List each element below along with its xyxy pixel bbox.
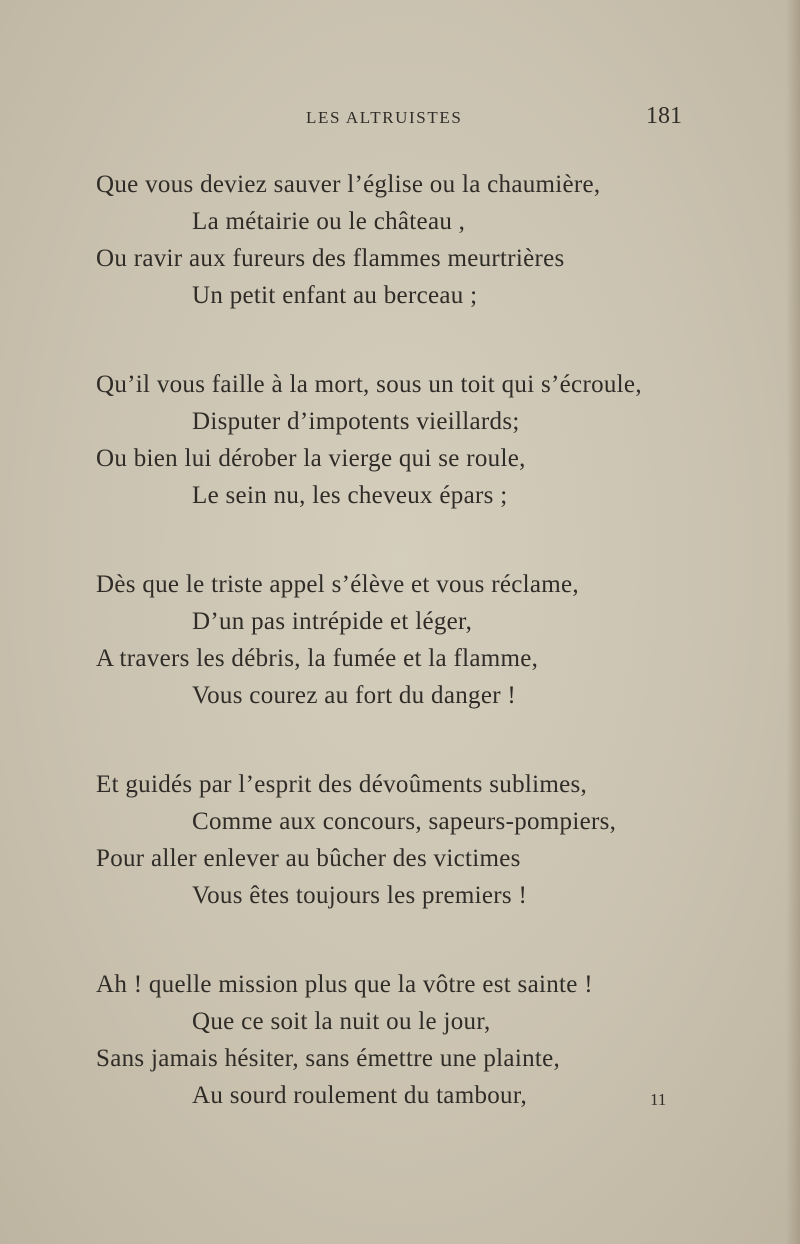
verse-line: Et guidés par l’esprit des dévoûments sublimes, — [96, 771, 588, 798]
page-edge-shadow — [786, 0, 800, 1244]
verse-line: Vous êtes toujours les premiers ! — [192, 882, 528, 909]
stanza — [96, 366, 736, 514]
verse-line: D’un pas intrépide et léger, — [192, 608, 473, 635]
verse-line: Disputer d’impotents vieillards; — [192, 408, 520, 435]
verse-line: Qu’il vous faille à la mort, sous un toit qui s’écroule, — [96, 371, 642, 398]
stanza — [96, 966, 736, 1114]
verse-line: Un petit enfant au berceau ; — [192, 282, 478, 309]
verse-line: Pour aller enlever au bûcher des victimes — [96, 845, 521, 872]
verse-line: A travers les débris, la fumée et la flamme, — [96, 645, 539, 672]
stanza — [96, 766, 736, 914]
stanza — [96, 166, 736, 314]
running-title: LES ALTRUISTES — [306, 108, 463, 127]
poem — [96, 166, 736, 1114]
verse-line: Que ce soit la nuit ou le jour, — [192, 1008, 491, 1035]
verse-line: Comme aux concours, sapeurs-pompiers, — [192, 808, 617, 835]
verse-line: Que vous deviez sauver l’église ou la chaumière, — [96, 171, 601, 198]
verse-line: Le sein nu, les cheveux épars ; — [192, 482, 508, 509]
verse-line: Ah ! quelle mission plus que la vôtre est sainte ! — [96, 971, 593, 998]
verse-line: Vous courez au fort du danger ! — [192, 682, 517, 709]
page-number: 181 — [646, 103, 682, 129]
verse-line: Ou bien lui dérober la vierge qui se roule, — [96, 445, 526, 472]
stanza — [96, 566, 736, 714]
verse-line: La métairie ou le château , — [192, 208, 466, 235]
signature-mark: 11 — [650, 1090, 667, 1109]
verse-line: Sans jamais hésiter, sans émettre une plainte, — [96, 1045, 561, 1072]
verse-line: Au sourd roulement du tambour, — [192, 1082, 528, 1109]
verse-line: Ou ravir aux fureurs des flammes meurtrières — [96, 245, 565, 272]
verse-line: Dès que le triste appel s’élève et vous réclame, — [96, 571, 579, 598]
